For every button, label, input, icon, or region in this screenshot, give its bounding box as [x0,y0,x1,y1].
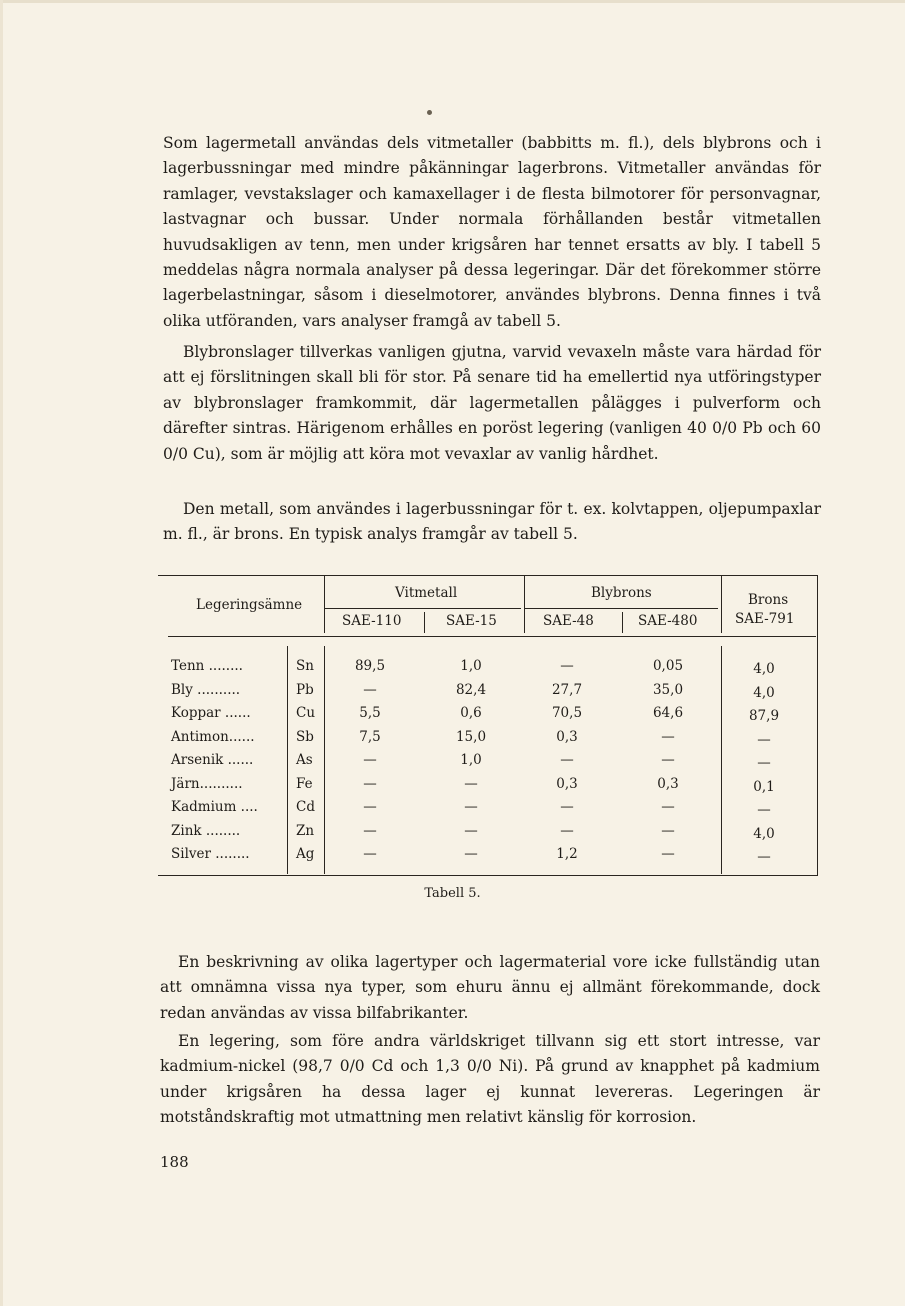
row-element-symbol: Cu [296,705,316,721]
col-sae-48: SAE-48 [543,613,594,629]
table-cell: 15,0 [455,728,487,745]
table-cell: — [757,802,771,818]
table-cell: 0,3 [556,728,578,745]
col-sae-791: SAE-791 [735,611,795,627]
table-cell: — [661,728,675,745]
table-cell: 4,0 [753,684,775,701]
table-caption: Tabell 5. [424,886,481,901]
table-cell: 1,0 [460,658,482,674]
row-element-symbol: Sb [296,728,314,745]
paragraph-2: Blybronslager tillverkas vanligen gjutna, varvid vevaxeln måste vara härdad för att ej förslitningen skall bli för stor. På senare tid ha emellertid nya utföringstyper av blybronslager framkommit, där lagermetallen pålägges i pulverform och därefter sintras. Härigenom erhålles en poröst legering (vanligen 40 0/0 Pb och 60 0/0 Cu), som är möjlig att köra mot vevaxlar av vanlig hårdhet. [163,343,821,463]
col-sae-15: SAE-15 [446,613,497,629]
row-element-symbol: Fe [296,775,313,792]
table-cell: 7,5 [359,728,381,745]
table-cell: — [363,775,377,792]
table-cell: 1,2 [556,846,578,862]
row-element-symbol: Sn [296,658,314,674]
table-divider [622,612,623,633]
header-element: Legeringsämne [196,597,303,613]
table-cell: 0,3 [556,775,578,792]
table-divider [287,646,288,874]
table-cell: 64,6 [652,705,684,721]
table-cell: — [661,822,675,839]
table-cell: 70,5 [551,705,583,721]
col-sae-110: SAE-110 [342,613,402,629]
header-brons: Brons [748,592,789,608]
table-cell: — [464,799,478,815]
ink-dot [427,110,432,115]
table-cell: — [363,846,377,862]
table-header-rule [168,636,816,637]
row-element-symbol: Zn [296,822,315,839]
table-cell: 5,5 [359,705,381,721]
row-element-symbol: As [296,752,313,768]
table-cell: — [464,822,478,839]
row-element-symbol: Cd [296,799,315,815]
table-cell: — [363,822,377,839]
table-cell: 0,1 [753,778,775,795]
table-cell: — [757,731,771,748]
table-cell: — [363,752,377,768]
table-cell: — [757,755,771,771]
header-blybrons: Blybrons [591,585,652,601]
table-divider [524,576,525,633]
table-cell: 87,9 [748,708,780,724]
table-cell: — [661,799,675,815]
table-cell: — [560,799,574,815]
table-cell: — [757,849,771,865]
table-cell: 0,3 [657,775,679,792]
paragraph-3: Den metall, som användes i lagerbussningar för t. ex. kolvtappen, oljepumpaxlar m. fl., är brons. En typisk analys framgår av tabell 5. [163,500,821,544]
paragraph-4: En beskrivning av olika lagertyper och lagermaterial vore icke fullständig utan att omnämna vissa nya typer, som ehuru ännu ej allmänt förekommande, dock redan användas av vissa bilfabrikanter. [160,953,820,1022]
paragraph-1: Som lagermetall användas dels vitmetaller (babbitts m. fl.), dels blybrons och i lagerbussningar med mindre påkänningar lagerbrons. Vitmetaller användas för ramlager, vevstakslager och kamaxellager i de flesta bilmotorer för personvagnar, lastvagnar och bussar. Under normala förhållanden består vitmetallen huvudsakligen av tenn, men under krigsåren har tennet ersatts av bly. I tabell 5 meddelas några normala analyser på dessa legeringar. Där det förekommer större lagerbelastningar, såsom i dieselmotorer, användes blybrons. Denna finnes i två olika utföranden, vars analyser framgå av tabell 5. [163,134,821,330]
table-cell: 89,5 [354,658,386,674]
page-edge [0,0,3,1306]
col-sae-480: SAE-480 [638,613,698,629]
table-cell: 4,0 [753,661,775,677]
table-divider [424,612,425,633]
table-divider [324,576,325,633]
row-element-name: Silver ........ [171,846,250,862]
table-cell: — [363,799,377,815]
table-cell: — [363,681,377,698]
row-element-symbol: Pb [296,681,314,698]
table-cell: — [661,752,675,768]
row-element-name: Tenn ........ [171,658,243,674]
row-element-name: Antimon...... [171,728,255,745]
table-divider [324,608,521,609]
row-element-name: Kadmium .... [171,799,258,815]
table-cell: 35,0 [652,681,684,698]
table-cell: 1,0 [460,752,482,768]
table-divider [721,576,722,633]
row-element-name: Järn.......... [171,775,243,792]
row-element-name: Koppar ...... [171,705,251,721]
table-cell: — [464,846,478,862]
table-divider [524,608,718,609]
table-cell: — [464,775,478,792]
row-element-name: Zink ........ [171,822,241,839]
table-cell: — [560,822,574,839]
table-cell: 0,05 [652,658,684,674]
table-cell: 0,6 [460,705,482,721]
table-cell: — [560,752,574,768]
row-element-name: Arsenik ...... [171,752,254,768]
alloy-table [158,575,818,876]
header-vitmetall: Vitmetall [395,585,458,601]
paragraph-5: En legering, som före andra världskriget tillvann sig ett stort intresse, var kadmium-nickel (98,7 0/0 Cd och 1,3 0/0 Ni). På grund av knapphet på kadmium under krigsåren ha dessa lager ej kunnat levereras. Legeringen är motståndskraftig mot utmattning men relativt känslig för korrosion. [160,1032,820,1127]
table-cell: 27,7 [551,681,583,698]
row-element-symbol: Ag [296,846,315,862]
page-edge [0,0,905,3]
row-element-name: Bly .......... [171,681,241,698]
table-cell: — [661,846,675,862]
table-cell: 82,4 [455,681,487,698]
table-cell: — [560,658,574,674]
page-number: 188 [160,1153,189,1171]
table-cell: 4,0 [753,825,775,842]
